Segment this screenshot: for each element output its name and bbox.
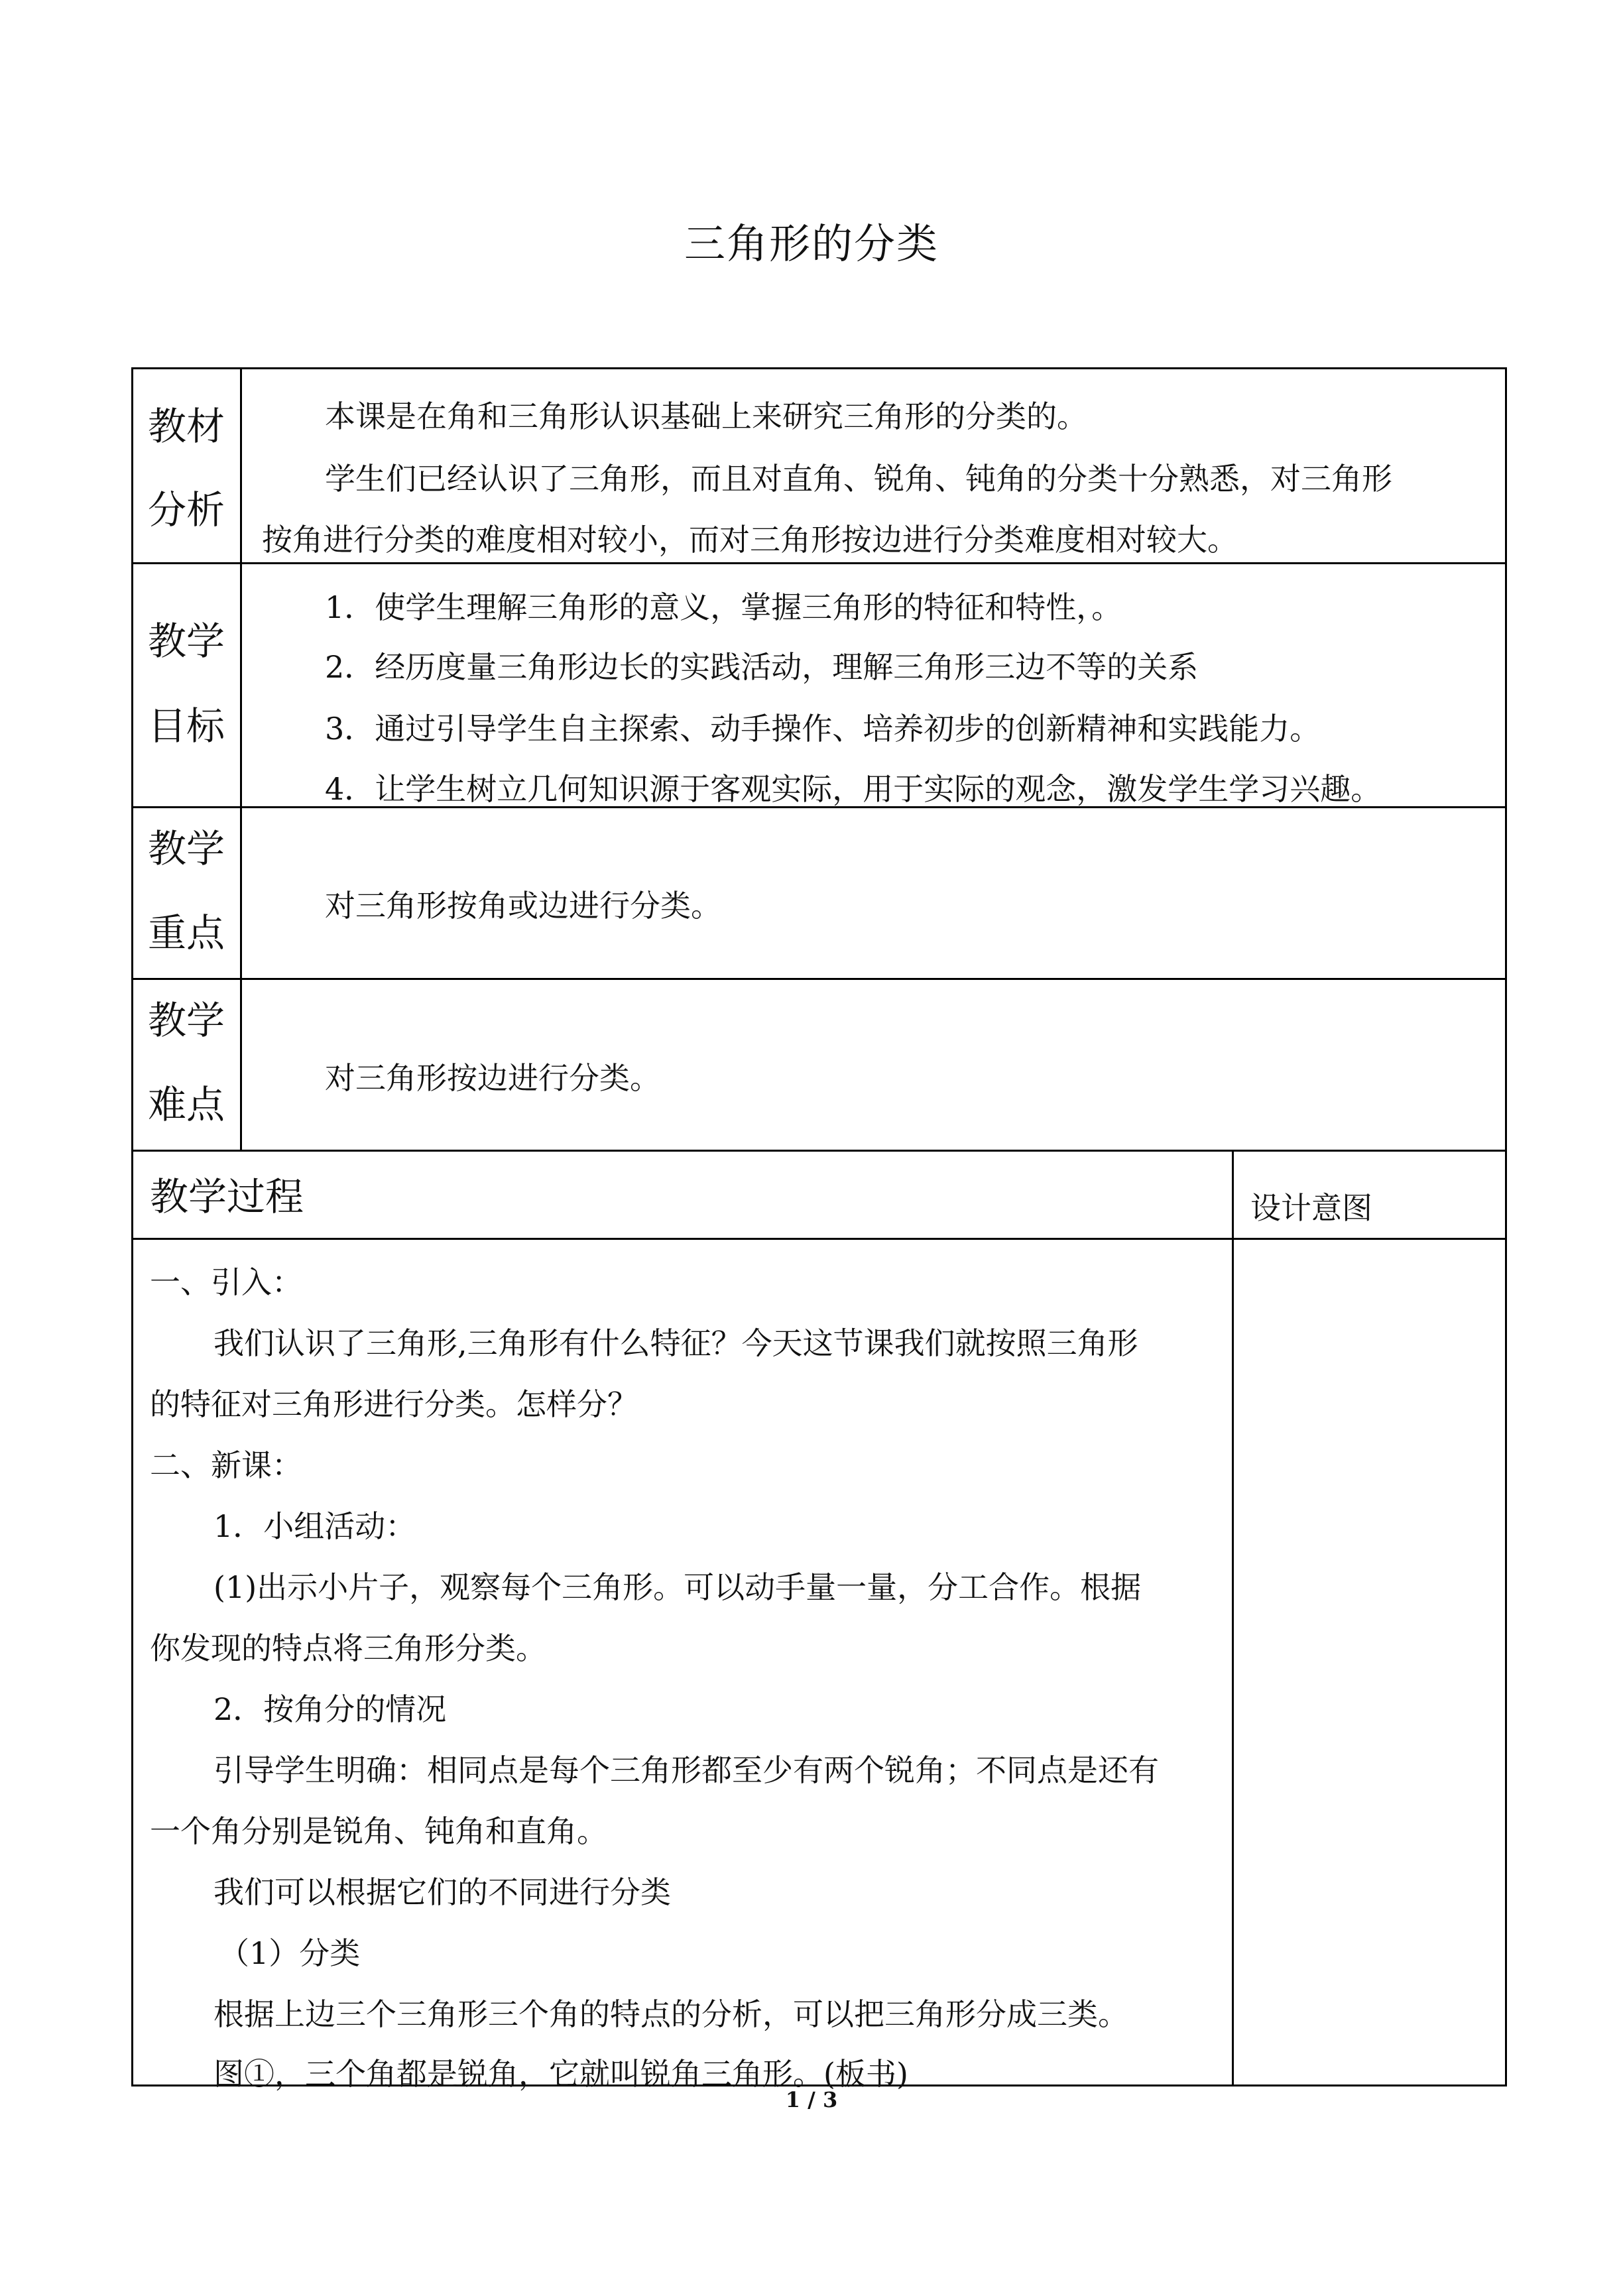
row-label-line2: 分析	[147, 487, 225, 532]
process-line: 的特征对三角形进行分类。怎样分？	[150, 1386, 638, 1422]
process-line: 我们可以根据它们的不同进行分类	[213, 1874, 671, 1910]
row-label-line2: 重点	[147, 910, 225, 955]
goal-item: 1．使学生理解三角形的意义，掌握三角形的特征和特性，。	[325, 589, 1122, 625]
text-line: 按角进行分类的难度相对较小，而对三角形按边进行分类难度相对较大。	[262, 522, 1238, 558]
row-divider	[131, 1150, 1507, 1152]
row-divider	[131, 562, 1507, 564]
process-line: 你发现的特点将三角形分类。	[150, 1630, 546, 1666]
goal-item: 3．通过引导学生自主探索、动手操作、培养初步的创新精神和实践能力。	[325, 711, 1321, 747]
process-line: (1)出示小片子，观察每个三角形。可以动手量一量，分工合作。根据	[213, 1569, 1142, 1605]
process-line: （1）分类	[219, 1935, 361, 1971]
row-label-line1: 教学	[147, 619, 225, 664]
process-line: 二、新课：	[150, 1447, 302, 1483]
row-label-line1: 教学	[147, 998, 225, 1043]
process-line: 一、引入：	[150, 1264, 302, 1300]
process-header: 教学过程	[150, 1174, 304, 1219]
page-number: 1 / 3	[785, 2087, 838, 2112]
row-label-line2: 目标	[147, 703, 225, 749]
goal-item: 2．经历度量三角形边长的实践活动，理解三角形三边不等的关系	[325, 649, 1199, 685]
process-line: 我们认识了三角形,三角形有什么特征？今天这节课我们就按照三角形	[213, 1325, 1138, 1361]
process-line: 图①，三个角都是锐角，它就叫锐角三角形。(板书)	[213, 2056, 908, 2092]
row-label-line2: 难点	[147, 1082, 225, 1127]
text-line: 学生们已经认识了三角形，而且对直角、锐角、钝角的分类十分熟悉，对三角形	[325, 461, 1392, 497]
process-line: 一个角分别是锐角、钝角和直角。	[150, 1813, 607, 1849]
process-line: 1．小组活动：	[213, 1508, 416, 1544]
row-label-line1: 教材	[147, 404, 225, 449]
row-divider	[131, 1238, 1507, 1240]
process-line: 2．按角分的情况	[213, 1691, 447, 1727]
difficulty-text: 对三角形按边进行分类。	[325, 1060, 660, 1096]
text-line: 本课是在角和三角形认识基础上来研究三角形的分类的。	[325, 398, 1087, 434]
goal-item: 4．让学生树立几何知识源于客观实际，用于实际的观念，激发学生学习兴趣。	[325, 771, 1382, 807]
document-title: 三角形的分类	[684, 219, 939, 268]
process-line: 根据上边三个三角形三个角的特点的分析，可以把三角形分成三类。	[213, 1996, 1128, 2032]
key-point-text: 对三角形按角或边进行分类。	[325, 888, 721, 924]
process-line: 引导学生明确：相同点是每个三角形都至少有两个锐角；不同点是还有	[213, 1752, 1159, 1788]
row-label-line1: 教学	[147, 826, 225, 871]
row-divider	[131, 978, 1507, 980]
design-intent-header: 设计意图	[1250, 1190, 1372, 1226]
design-column-divider	[1232, 1150, 1234, 2086]
